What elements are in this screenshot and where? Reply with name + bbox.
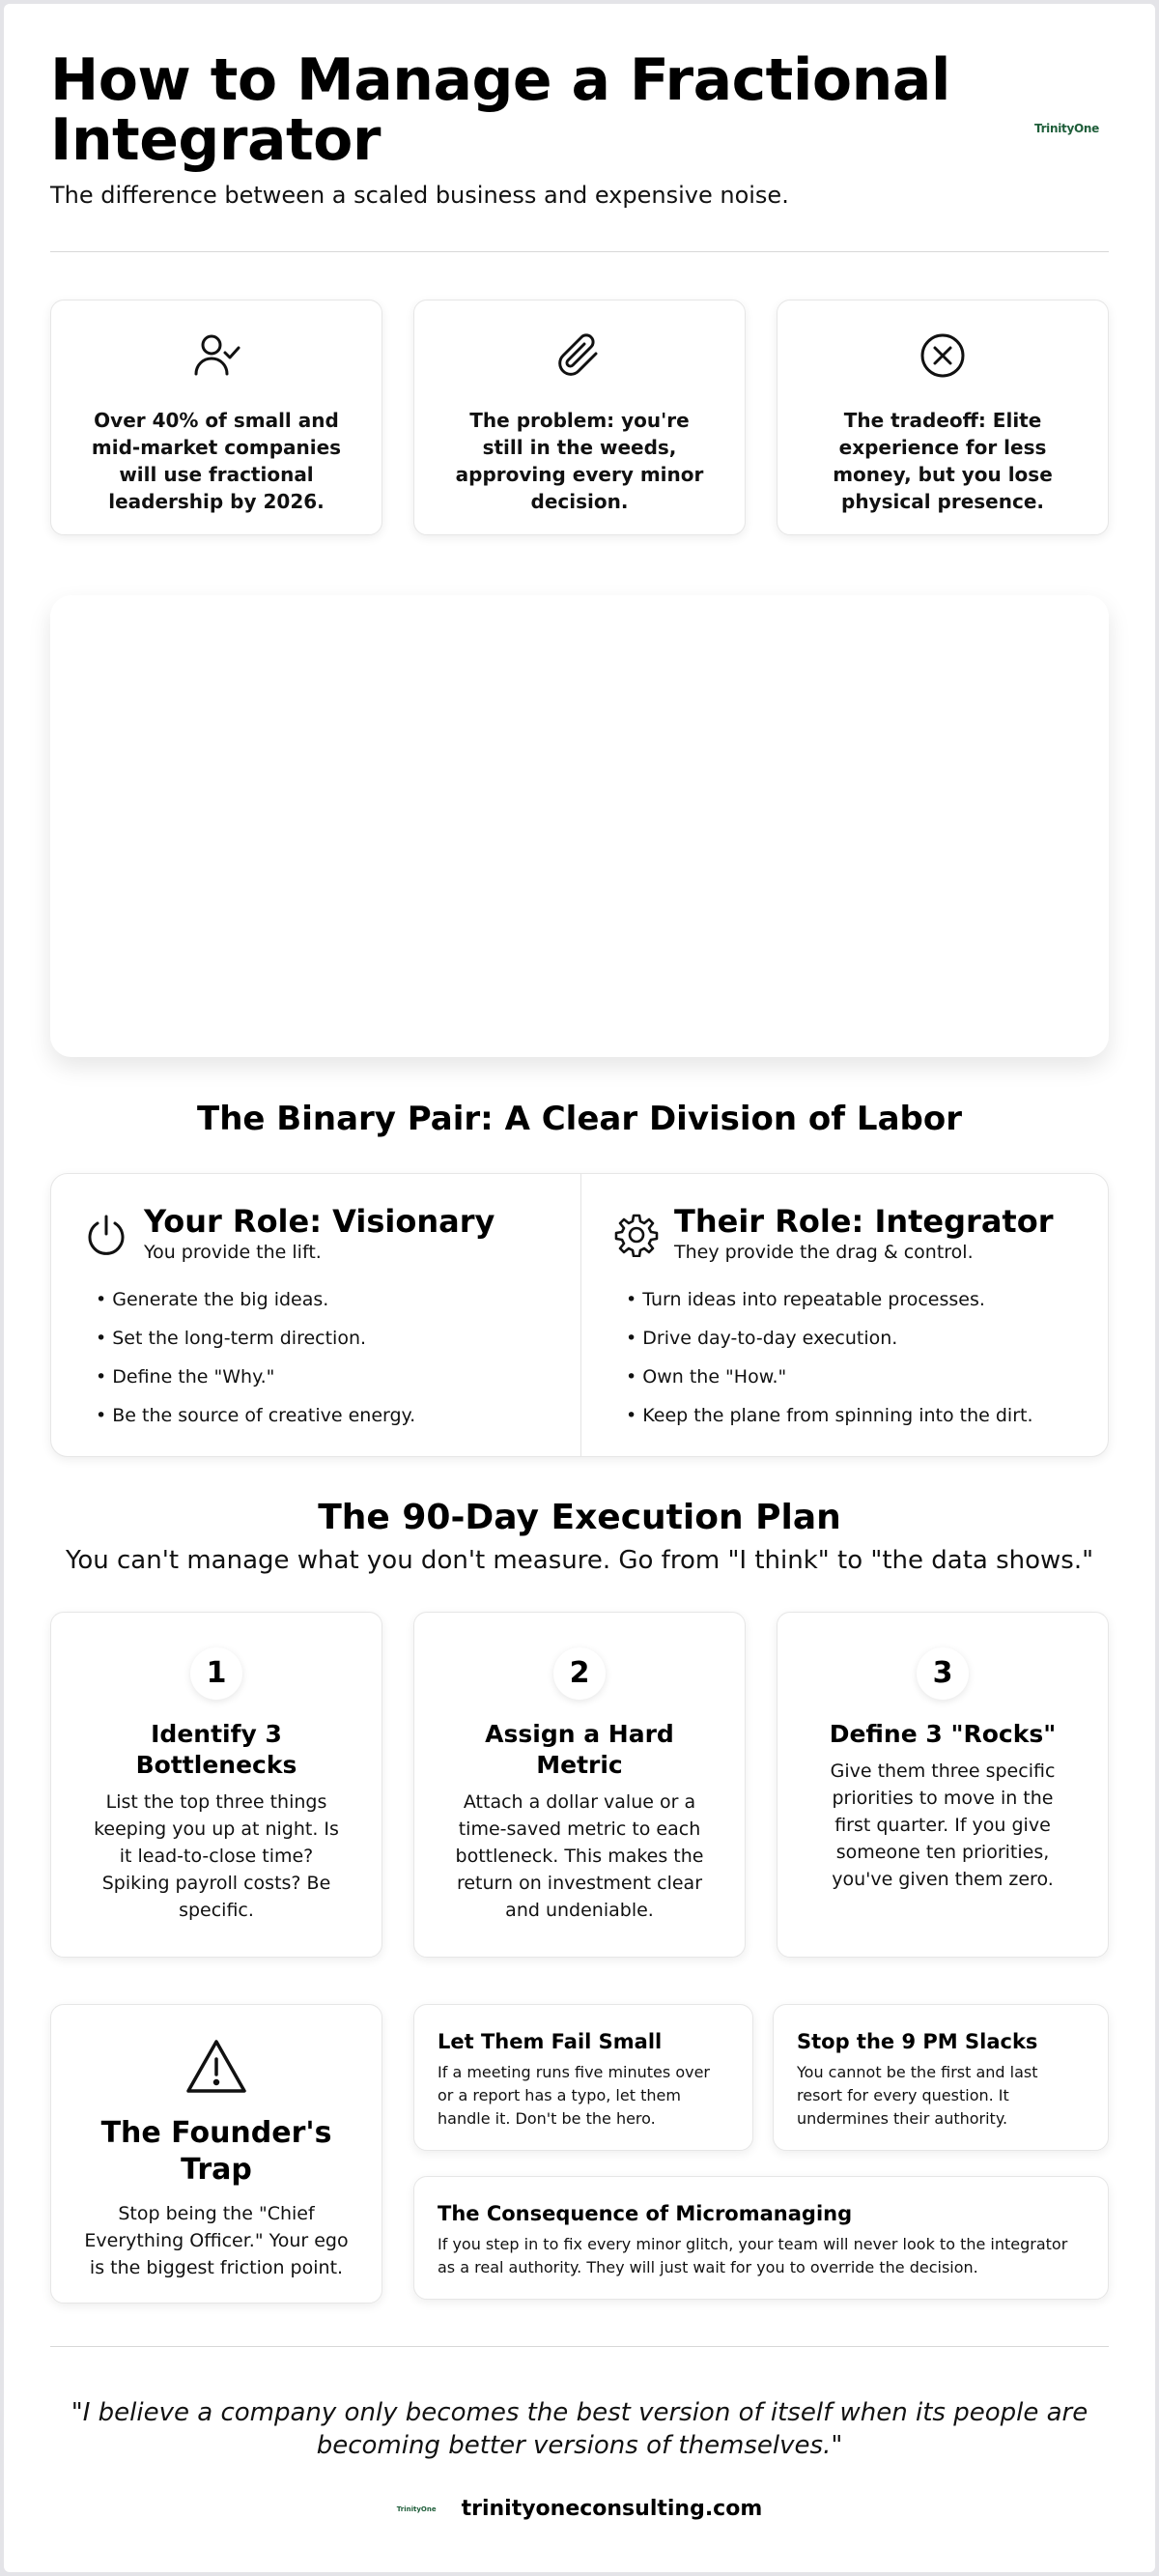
integrator-column xyxy=(580,1174,1110,1456)
step-number: 1 xyxy=(190,1647,242,1700)
stat-card-problem xyxy=(413,300,746,535)
header-divider xyxy=(50,251,1109,252)
visionary-bullets xyxy=(84,1280,548,1435)
list-item: • Drive day-to-day execution. xyxy=(626,1319,1077,1358)
tip-title: Stop the 9 PM Slacks xyxy=(797,2030,1038,2053)
power-icon xyxy=(84,1213,128,1257)
list-item: • Own the "How." xyxy=(626,1358,1077,1396)
visionary-subtitle: You provide the lift. xyxy=(144,1242,322,1263)
trap-text: Stop being the "Chief Everything Officer." Your ego is the biggest friction point. xyxy=(84,2203,349,2278)
plan-section-title: The 90-Day Execution Plan xyxy=(318,1498,841,1537)
header xyxy=(50,46,1109,215)
step-title: Define 3 "Rocks" xyxy=(829,1720,1057,1748)
media-panel xyxy=(50,595,1109,1057)
founders-trap-card xyxy=(50,2004,382,2304)
step-text: Attach a dollar value or a time-saved metric to each bottleneck. This makes the return on investment clear and undeniable. xyxy=(455,1791,704,1921)
x-circle-icon xyxy=(917,329,969,382)
list-item: • Be the source of creative energy. xyxy=(96,1396,548,1435)
stat-card-adoption xyxy=(50,300,382,535)
trap-title: The Founder's Trap xyxy=(100,2116,332,2187)
warning-icon xyxy=(184,2038,248,2096)
step-number: 3 xyxy=(917,1647,969,1700)
binary-pair-card xyxy=(50,1173,1109,1457)
step-card-3 xyxy=(777,1612,1109,1958)
closing-quote: "I believe a company only becomes the best version of itself when its people are becoming better versions of themselves." xyxy=(71,2398,1088,2460)
step-number: 2 xyxy=(553,1647,606,1700)
tip-text: If you step in to fix every minor glitch, your team will never look to the integrator as a real authority. They will just wait for you to override the decision. xyxy=(438,2235,1068,2276)
visionary-title: Your Role: Visionary xyxy=(144,1203,495,1240)
integrator-bullets xyxy=(614,1280,1077,1435)
gear-icon xyxy=(614,1213,659,1257)
footer xyxy=(50,2497,1109,2521)
stat-text: Over 40% of small and mid-market companies will use fractional leadership by 2026. xyxy=(91,409,342,513)
list-item: • Turn ideas into repeatable processes. xyxy=(626,1280,1077,1319)
tip-text: If a meeting runs five minutes over or a report has a typo, let them handle it. Don't be the hero. xyxy=(438,2063,710,2128)
step-text: Give them three specific priorities to move in the first quarter. If you give someone ten priorities, you've given them zero. xyxy=(830,1760,1056,1890)
footer-divider xyxy=(50,2346,1109,2347)
binary-section-title: The Binary Pair: A Clear Division of Labor xyxy=(197,1100,962,1138)
footer-logo: TrinityOne xyxy=(396,2504,437,2513)
plan-subtitle: You can't manage what you don't measure. Go from "I think" to "the data shows." xyxy=(65,1546,1094,1575)
integrator-subtitle: They provide the drag & control. xyxy=(674,1242,974,1263)
step-card-2 xyxy=(413,1612,746,1958)
tip-title: Let Them Fail Small xyxy=(438,2030,663,2053)
tip-card-slacks xyxy=(773,2004,1109,2151)
tip-card-fail-small xyxy=(413,2004,753,2151)
list-item: • Define the "Why." xyxy=(96,1358,548,1396)
footer-website[interactable]: trinityoneconsulting.com xyxy=(461,2497,763,2521)
brand-logo xyxy=(1034,122,1099,135)
step-title: Assign a Hard Metric xyxy=(485,1720,674,1779)
brand-logo-text: TrinityOne xyxy=(1034,122,1099,135)
list-item: • Generate the big ideas. xyxy=(96,1280,548,1319)
stat-card-tradeoff xyxy=(777,300,1109,535)
integrator-title: Their Role: Integrator xyxy=(674,1203,1054,1240)
step-title: Identify 3 Bottlenecks xyxy=(135,1720,297,1779)
step-text: List the top three things keeping you up at night. Is it lead-to-close time? Spiking payroll costs? Be specific. xyxy=(94,1791,339,1921)
list-item: • Keep the plane from spinning into the dirt. xyxy=(626,1396,1077,1435)
user-check-icon xyxy=(190,329,242,382)
infographic-page xyxy=(4,4,1155,2572)
page-title: How to Manage a Fractional Integrator xyxy=(50,46,950,174)
paperclip-icon xyxy=(553,329,606,382)
tip-title: The Consequence of Micromanaging xyxy=(438,2202,853,2225)
visionary-column xyxy=(51,1174,580,1456)
stat-text: The tradeoff: Elite experience for less money, but you lose physical presence. xyxy=(833,409,1053,513)
tip-card-micromanaging xyxy=(413,2176,1109,2300)
page-subtitle: The difference between a scaled business and expensive noise. xyxy=(50,182,789,209)
step-card-1 xyxy=(50,1612,382,1958)
tip-text: You cannot be the first and last resort for every question. It undermines their authority. xyxy=(797,2063,1038,2128)
list-item: • Set the long-term direction. xyxy=(96,1319,548,1358)
stat-text: The problem: you're still in the weeds, approving every minor decision. xyxy=(455,409,704,513)
